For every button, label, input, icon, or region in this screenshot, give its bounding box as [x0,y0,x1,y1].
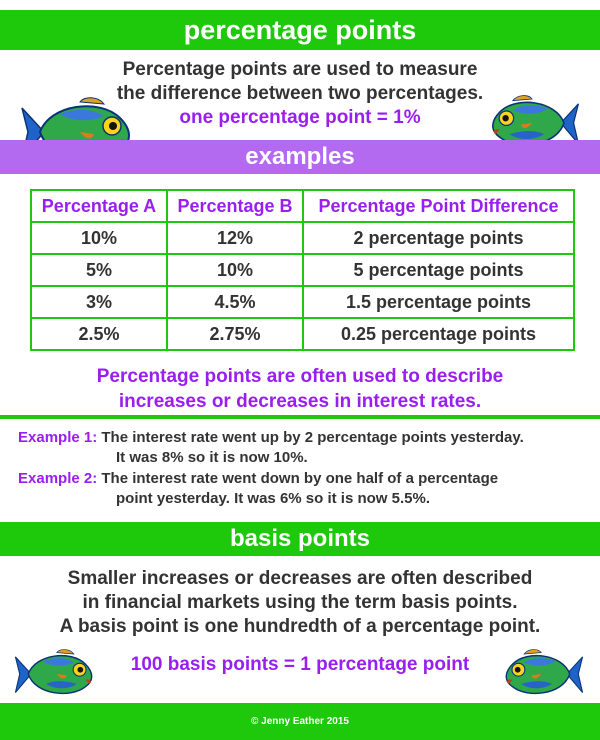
copyright-text: © Jenny Eather 2015 [251,716,349,727]
example-text-line-1: The interest rate went down by one half of a percentage [101,470,499,487]
examples-banner [0,140,600,174]
table-header-cell: Percentage A [31,190,167,222]
interest-note-line-2: increases or decreases in interest rates. [118,391,482,412]
table-cell: 5 percentage points [303,254,574,286]
table-cell: 3% [31,286,167,318]
examples-title: examples [245,143,355,170]
table-cell: 10% [31,222,167,254]
interest-note-line-1: Percentage points are often used to describe [96,366,504,387]
examples-table [30,189,575,351]
table-row [31,222,574,254]
table-header-cell: Percentage Point Difference [303,190,574,222]
table-cell: 4.5% [167,286,303,318]
example-text-line-2: point yesterday. It was 6% so it is now 5.5%. [116,490,430,507]
table-header-cell: Percentage B [167,190,303,222]
table-cell: 0.25 percentage points [303,318,574,350]
basis-points-title: basis points [229,525,371,552]
example-label: Example 1: [18,429,98,446]
basis-points-rule: 100 basis points = 1 percentage point [130,654,470,675]
intro-line-2: the difference between two percentages. [116,83,484,104]
example-text-line-1: The interest rate went up by 2 percentage points yesterday. [101,429,524,446]
section-divider [0,415,600,419]
table-cell: 12% [167,222,303,254]
table-cell: 5% [31,254,167,286]
basis-points-banner [0,522,600,556]
percentage-point-rule: one percentage point = 1% [179,107,421,128]
page-title-banner [0,10,600,50]
table-cell: 10% [167,254,303,286]
interest-rate-note [0,364,600,414]
table-cell: 1.5 percentage points [303,286,574,318]
basis-points-description [0,567,600,639]
table-cell: 2.5% [31,318,167,350]
parrotfish-icon [14,648,96,700]
parrotfish-icon [502,648,584,700]
example-label: Example 2: [18,470,98,487]
basis-line-3: A basis point is one hundredth of a percentage point. [59,616,541,637]
example-text-line-2: It was 8% so it is now 10%. [116,449,308,466]
basis-line-2: in financial markets using the term basis points. [82,592,518,613]
footer [0,703,600,740]
basis-line-1: Smaller increases or decreases are often described [67,568,533,589]
table-cell: 2.75% [167,318,303,350]
table-header-row [31,190,574,222]
example-2 [18,469,588,509]
page-title: percentage points [183,15,417,45]
table-row [31,254,574,286]
table-row [31,318,574,350]
table-row [31,286,574,318]
intro-line-1: Percentage points are used to measure [122,59,478,80]
example-1 [18,428,588,468]
table-cell: 2 percentage points [303,222,574,254]
